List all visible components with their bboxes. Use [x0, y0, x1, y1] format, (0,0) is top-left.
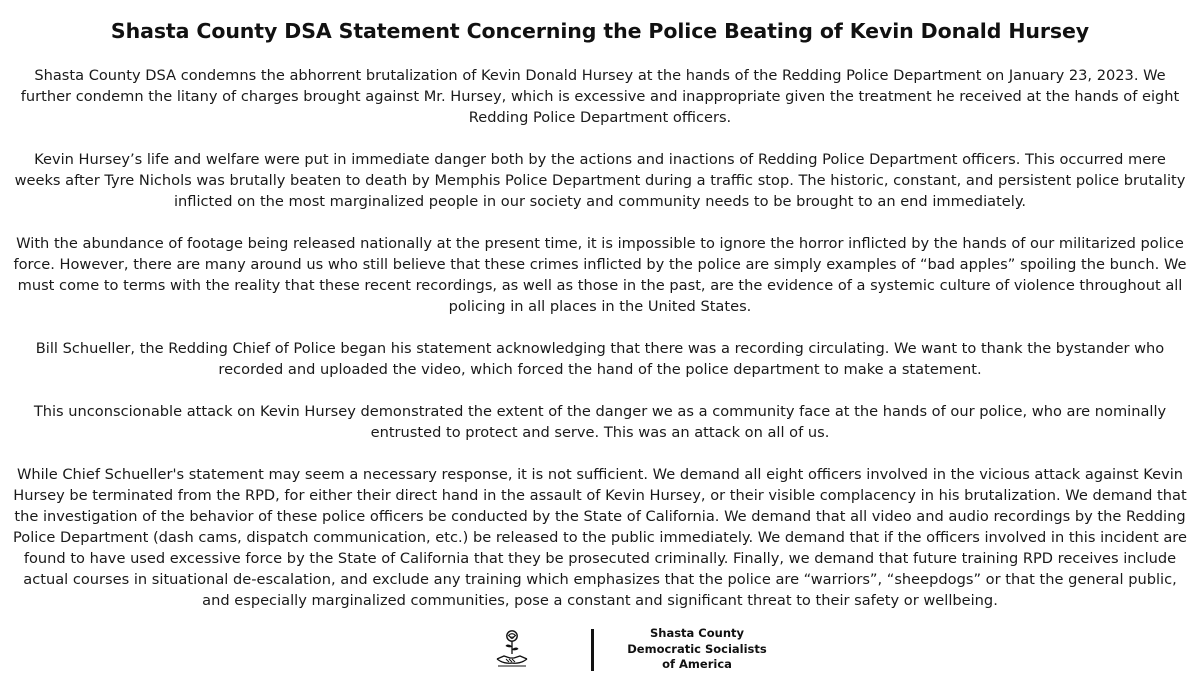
paragraph-danger: Kevin Hursey’s life and welfare were put in immediate danger both by the actions and inactions of Redding Police Department officers. This occurred mere weeks after Tyre Nichols was brutally beaten to death by Memphis Police Department during a traffic stop. The historic, constant, and persistent police brutality inflicted on the most marginalized people in our society and community needs to be brought to an end immediately. [14, 151, 1186, 210]
paragraph-chief-statement: Bill Schueller, the Redding Chief of Police began his statement acknowledging that there was a recording circulating. We want to thank the bystander who recorded and uploaded the video, which forced the hand of the police department to make a statement. [35, 340, 1165, 378]
rose-handshake-icon [494, 628, 530, 672]
org-name-line-1: Shasta County [649, 626, 745, 640]
footer-divider [591, 629, 594, 671]
paragraph-footage: With the abundance of footage being released nationally at the present time, it is impossible to ignore the horror inflicted by the hands of our militarized police force. However, there are many around us who still believe that these crimes inflicted by the police are simply examples of “bad apples” spoiling the bunch. We must come to terms with the reality that these recent recordings, as well as those in the past, are the evidence of a systemic culture of violence throughout all policing in all places in the United States. [13, 235, 1187, 315]
paragraph-demands: While Chief Schueller's statement may seem a necessary response, it is not sufficient. We demand all eight officers involved in the vicious attack against Kevin Hursey be terminated from the RPD, for either their direct hand in the assault of Kevin Hursey, or their visible complacency in his brutalization. We demand that the investigation of the behavior of these police officers be conducted by the State of California. We demand that all video and audio recordings by the Redding Police Department (dash cams, dispatch communication, etc.) be released to the public immediately. We demand that if the officers involved in this incident are found to have used excessive force by the State of California that they be prosecuted criminally. Finally, we demand that future training RPD receives include actual courses in situational de-escalation, and exclude any training which emphasizes that the police are “warriors”, “sheepdogs” or that the general public, and especially marginalized communities, pose a constant and significant threat to their safety or wellbeing. [13, 466, 1187, 609]
org-name-line-3: of America [662, 657, 732, 671]
footer [0, 624, 1200, 674]
paragraph-attack: This unconscionable attack on Kevin Hursey demonstrated the extent of the danger we as a community face at the hands of our police, who are nominally entrusted to protect and serve. This was an attack on all of us. [33, 403, 1167, 441]
org-name [622, 626, 772, 673]
statement-body [10, 65, 1190, 632]
document-title: Shasta County DSA Statement Concerning the Police Beating of Kevin Donald Hursey [110, 19, 1090, 43]
org-name-line-2: Democratic Socialists [627, 641, 767, 656]
paragraph-condemnation: Shasta County DSA condemns the abhorrent brutalization of Kevin Donald Hursey at the hands of the Redding Police Department on January 23, 2023. We further condemn the litany of charges brought against Mr. Hursey, which is excessive and inappropriate given the treatment he received at the hands of eight Redding Police Department officers. [20, 67, 1180, 126]
